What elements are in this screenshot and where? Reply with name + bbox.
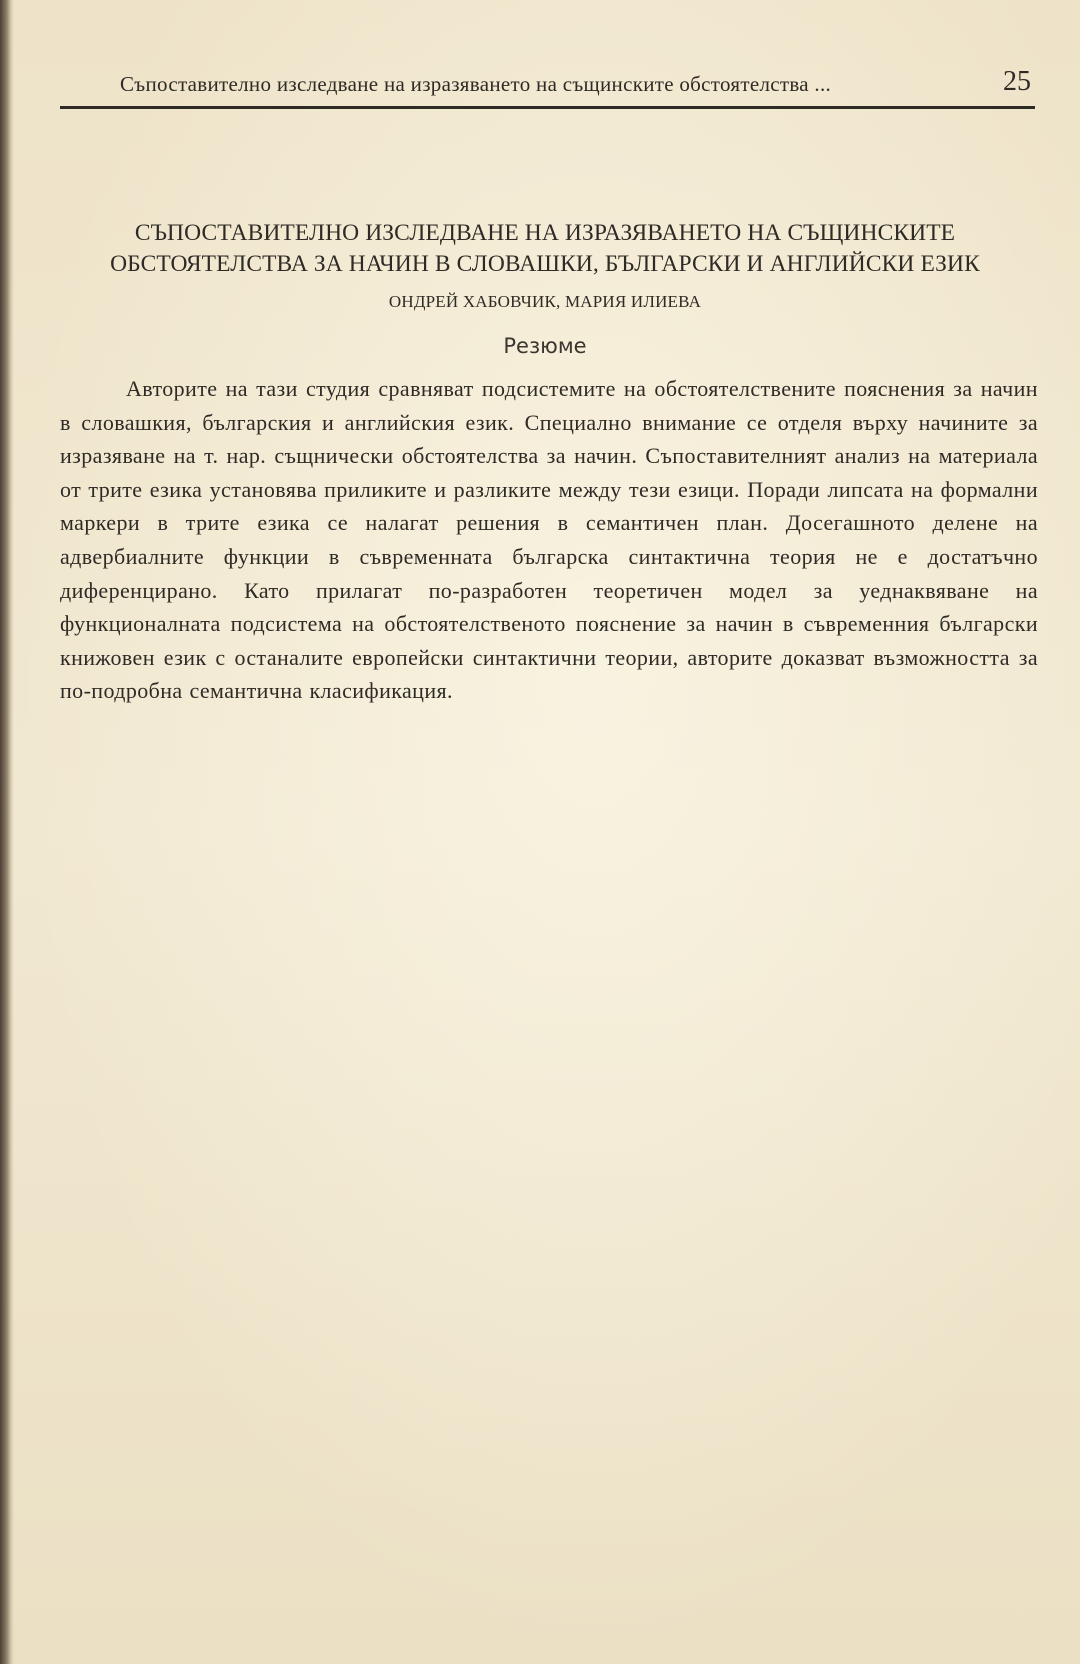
summary-heading: Резюме xyxy=(503,334,587,358)
article-title-line-1: СЪПОСТАВИТЕЛНО ИЗСЛЕДВАНЕ НА ИЗРАЗЯВАНЕТО НА СЪЩИНСКИТЕ xyxy=(134,220,956,246)
running-head-title: Съпоставително изследване на изразяването на същинските обстоятелства ... xyxy=(120,72,832,96)
page-number: 25 xyxy=(1003,66,1031,97)
page-binding-edge xyxy=(0,0,14,1664)
abstract-paragraph: Авторите на тази студия сравняват подсистемите на обстоятелствените пояснения за начин в словашкия, българския и английския език. Специално внимание се отделя върху начините за изразяване на т. нар. същнически обстоятелства за начин. Съпоставителният анализ на материала от трите езика установява приликите и разликите между тези езици. Поради липсата на формални маркери в трите езика се налагат решения в семантичен план. Досегашното делене на адвербиалните функции в съвременната българска синтактична теория не е достатъчно диференцирано. Като прилагат по-разработен теоретичен модел за уеднаквяване на функционалната подсистема на обстоятелственото пояснение за начин в съвременния български книжовен език с останалите европейски синтактични теории, авторите доказват възможността за по-подробна семантична класификация. xyxy=(60,376,1038,704)
article-title-line-2: ОБСТОЯТЕЛСТВА ЗА НАЧИН В СЛОВАШКИ, БЪЛГАРСКИ И АНГЛИЙСКИ ЕЗИК xyxy=(110,251,980,277)
article-authors: ОНДРЕЙ ХАБОВЧИК, МАРИЯ ИЛИЕВА xyxy=(388,292,702,311)
running-head xyxy=(60,66,1035,109)
article-title xyxy=(40,218,1050,280)
